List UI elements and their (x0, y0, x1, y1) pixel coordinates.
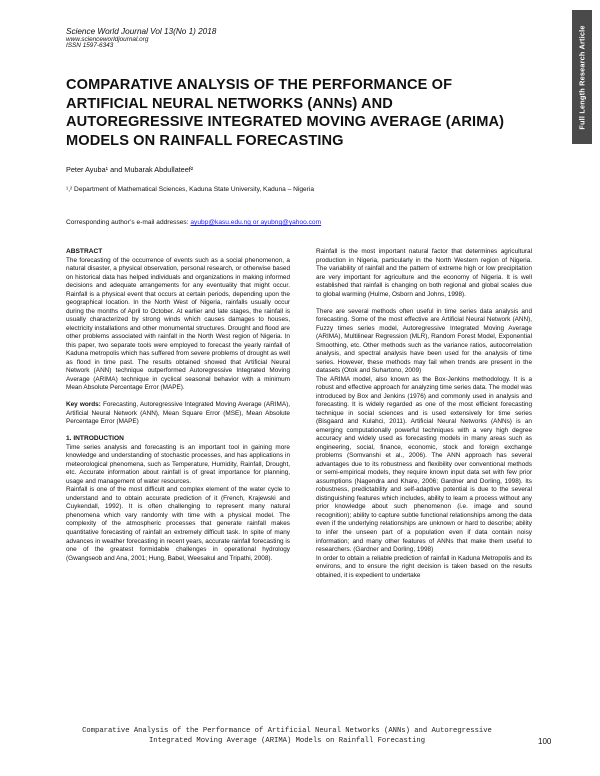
right-column (316, 248, 532, 580)
intro-paragraph-1: Time series analysis and forecasting is an important tool in gaining more knowledge and understanding of stochastic processes, and has applications in meteorological phenomena, such as Temperature, Humidity, Rainfall, Drought, etc. Accurate information about rainfall is of great importance for planning, usage and management of water resources. (66, 443, 290, 485)
abstract-text: The forecasting of the occurrence of events such as a social phenomenon, a natural disaster, a physical observation, personal research, or otherwise based on historical data has helped individuals and organizations in making informed decisions and adequate arrangements for any eventuality that might occur. Rainfall is a physical event that occurs at certain periods, depending upon the geographical location. In the North West of Nigeria, rainfalls usually occur during the months of April to October. At earlier and late stages, the rainfall is usually characterized by strong winds which causes damages to houses, electricity installations and other monumental structures. Drought and flood are other problems associated with rainfall in the North West region of Nigeria. In this paper, two separate tools were employed to forecast the yearly rainfall of Kaduna metropolis which has suffered from severe problems of drought as well as flood in time past. The results obtained showed that Artificial Neural Network (ANN) technique outperformed Autoregressive Integrated Moving Average (ARIMA) technique in cyclical seasonal behavior with a minimum Mean Absolute Percentage Error (MAPE). (66, 256, 290, 392)
authors: Peter Ayuba¹ and Mubarak Abdullateef² (66, 165, 194, 174)
abstract-heading: ABSTRACT (66, 248, 103, 255)
right-paragraph-2: There are several methods often useful in time series data analysis and forecasting. Some of the most effective are Artificial Neural Network (ANN), Fuzzy times series model, Autoregressive Integrated Moving Average (ARIMA), Multilinear Regression (MLR), Random Forest Model, Exponential Smoothing, etc. Other methods such as the variance ratios, autocorrelation analysis, and spectral analysis have been used for the analysis of time series. However, these methods may fail when trends are present in the datasets (Otok and Suhartono, 2009) (316, 307, 532, 375)
keywords (66, 401, 290, 427)
paper-title: COMPARATIVE ANALYSIS OF THE PERFORMANCE OF ARTIFICIAL NEURAL NETWORKS (ANNs) AND AUTOREGRESSIVE INTEGRATED MOVING AVERAGE (ARIMA) MODELS ON RAINFALL FORECASTING (66, 77, 505, 149)
introduction-heading: 1. INTRODUCTION (66, 435, 124, 443)
keywords-text: Forecasting, Autoregressive Integrated Moving Average (ARIMA), Artificial Neural Network (ANN), Mean Square Error (MSE), Mean Absolute Percentage Error (MAPE) (66, 401, 290, 426)
article-type-label: Full Length Research Article (577, 24, 587, 130)
corresponding-label: Corresponding author’s e-mail addresses: (66, 219, 189, 226)
journal-name: Science World Journal Vol 13(No 1) 2018 (66, 27, 217, 36)
left-column (66, 248, 290, 563)
right-paragraph-4: In order to obtain a reliable prediction of rainfall in Kaduna Metropolis and its environs, and to ensure the right decision is taken based on the results obtained, it is expedient to undertake (316, 554, 532, 579)
keywords-label: Key words: (66, 401, 101, 409)
running-footer: Comparative Analysis of the Performance of Artificial Neural Networks (ANNs) and Autoregressive Integrated Moving Average (ARIMA) Models on Rainfall Forecasting (82, 727, 492, 745)
right-paragraph-3: The ARIMA model, also known as the Box-Jenkins methodology. It is a robust and effective approach for analyzing time series data. The model was introduced by Box and Jenkins (1976) and commonly used in analysis and forecasting. It is widely regarded as one of the most efficient forecasting technique in social sciences and is used extensively for time series (Bisgaard and Kulahci, 2011). Artificial Neural Networks (ANNs) is an emerging computationally powerful techniques with a very high degree accuracy and widely used as forecasting models in many areas such as engineering, social, finance, economic, stock and foreign exchange problems (Somvanshi et al., 2006). The ANN approach has several advantages due to its robustness and flexibility over conventional methods or semi-empirical models, they require known input data set with few prior assumptions (Nagendra and Khare, 2006; Gardner and Dorling, 1998). Its robustness, predictability and self-adaptive potential is due to the several distinguishing features which includes, ability to learn a process without any prior knowledge about such phenomenon (i.e. image and sound recognition); ability to capture subtle functional relationships among the data even if the underlying relationships are unknown or hard to describe; ability to infer the unseen part of a population even if data contain noisy information; and many other features of ANNs that make them useful to researchers. (Gardner and Dorling, 1998) (316, 375, 532, 554)
corresponding-author (66, 219, 321, 226)
intro-paragraph-2: Rainfall is one of the most difficult and complex element of the water cycle to understand and to obtain accurate prediction of it (French, Krajewski and Cuykendall, 1992). It is often challenging to represent many natural phenomena which vary randomly with time with a physical model. The complexity of the atmospheric processes that generate rainfall makes quantitative forecasting of rainfall an extremely difficult task. In spite of many advances in weather forecasting in recent years, accurate rainfall forecasting is one of the greatest formidable challenges in operational hydrology (Gwangseob and Ana, 2001; Hung, Babel, Weesakul and Tripathi, 2008). (66, 486, 290, 562)
affiliation: ¹,² Department of Mathematical Sciences, Kaduna State University, Kaduna – Nigeria (66, 186, 314, 193)
journal-header (66, 28, 216, 50)
journal-issn: ISSN 1597-6343 (66, 42, 114, 50)
article-type-tab (572, 10, 592, 144)
journal-website: www.scienceworldjournal.org (66, 35, 149, 43)
page-number: 100 (538, 737, 552, 746)
right-paragraph-1: Rainfall is the most important natural factor that determines agricultural production in Nigeria, particularly in the North Western region of Nigeria. The variability of rainfall and the pattern of extreme high or low precipitation are very important for agriculture and the economy of Nigeria. It is well established that rainfall is changing on both regional and global scales due to global warming (Hulme, Osborn and Johns, 1998). (316, 248, 532, 298)
corresponding-email-link[interactable]: ayubp@kasu.edu.ng or ayubng@yahoo.com (190, 219, 322, 226)
